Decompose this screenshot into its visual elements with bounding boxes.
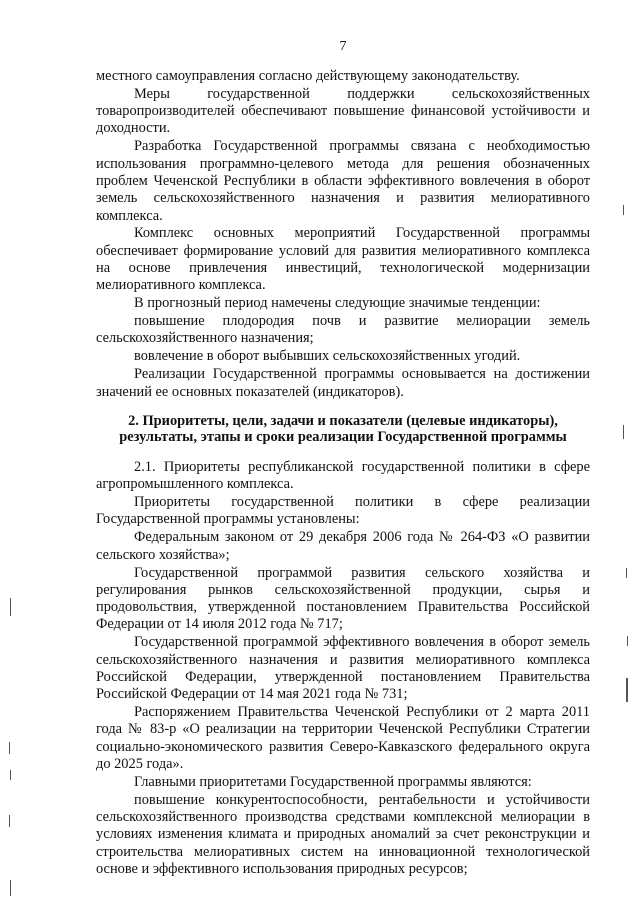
paragraph: Распоряжением Правительства Чеченской Республики от 2 марта 2011 года № 83-р «О реализации на территории Чеченской Республики Стратегии социально-экономического развития Северо-Кавказского федерального округа до 2025 года». [96, 704, 590, 772]
paragraph: Приоритеты государственной политики в сфере реализации Государственной программы установлены: [96, 494, 590, 528]
scan-artifact-mark [10, 770, 11, 780]
paragraph: Федеральным законом от 29 декабря 2006 года № 264-ФЗ «О развитии сельского хозяйства»; [96, 529, 590, 563]
scan-artifact-mark [623, 425, 624, 439]
document-page [96, 38, 590, 879]
scan-artifact-mark [627, 636, 628, 646]
section-heading [96, 413, 590, 446]
paragraph: Меры государственной поддержки сельскохозяйственных товаропроизводителей обеспечивают повышение финансовой устойчивости и доходности. [96, 85, 590, 137]
scan-artifact-mark [9, 742, 10, 754]
paragraph: Государственной программой развития сельского хозяйства и регулирования рынков сельскохозяйственной продукции, сырья и продовольствия, утвержденной постановлением Правительства Российской Федерации от 14 июля 2012 года № 717; [96, 564, 590, 633]
scan-artifact-mark [9, 815, 10, 827]
scan-artifact-mark [626, 568, 627, 578]
paragraph: Реализации Государственной программы основывается на достижении значений ее основных показателей (индикаторов). [96, 366, 590, 400]
section-heading-line: 2. Приоритеты, цели, задачи и показатели (целевые индикаторы), [128, 412, 558, 429]
paragraph: местного самоуправления согласно действующему законодательству. [96, 68, 520, 84]
section-heading-line: результаты, этапы и сроки реализации Государственной программы [119, 429, 567, 446]
paragraph: В прогнозный период намечены следующие значимые тенденции: [134, 295, 541, 312]
paragraph: повышение плодородия почв и развитие мелиорации земель сельскохозяйственного назначения; [96, 313, 590, 347]
paragraph: Главными приоритетами Государственной программы являются: [134, 773, 532, 790]
page-number: 7 [339, 39, 347, 54]
paragraph: повышение конкурентоспособности, рентабельности и устойчивости сельскохозяйственного производства средствами комплексной мелиорации в условиях изменения климата и природных аномалий за счет реконструкции и строительства мелиоративных систем на инновационной технологической основе и эффективного использования природных ресурсов; [96, 791, 590, 877]
scan-artifact-mark [10, 598, 11, 616]
scan-artifact-mark [10, 880, 11, 896]
scan-artifact-mark [623, 205, 624, 215]
paragraph: Комплекс основных мероприятий Государственной программы обеспечивает формирование условий для развития мелиоративного комплекса на основе привлечения инвестиций, технологической модернизации мелиоративного комплекса. [96, 225, 590, 294]
paragraph: вовлечение в оборот выбывших сельскохозяйственных угодий. [134, 348, 521, 365]
paragraph: Разработка Государственной программы связана с необходимостью использования программно-целевого метода для решения обозначенных проблем Чеченской Республики в области эффективного вовлечения в оборот земель сельскохозяйственного назначения и развития мелиоративного комплекса. [96, 138, 590, 224]
paragraph: 2.1. Приоритеты республиканской государственной политики в сфере агропромышленного комплекса. [96, 458, 590, 493]
scan-artifact-mark [626, 678, 628, 702]
paragraph: Государственной программой эффективного вовлечения в оборот земель сельскохозяйственного назначения и развития мелиоративного комплекса Российской Федерации, утвержденной постановлением Правительства Российской Федерации от 14 мая 2021 года № 731; [96, 634, 590, 703]
